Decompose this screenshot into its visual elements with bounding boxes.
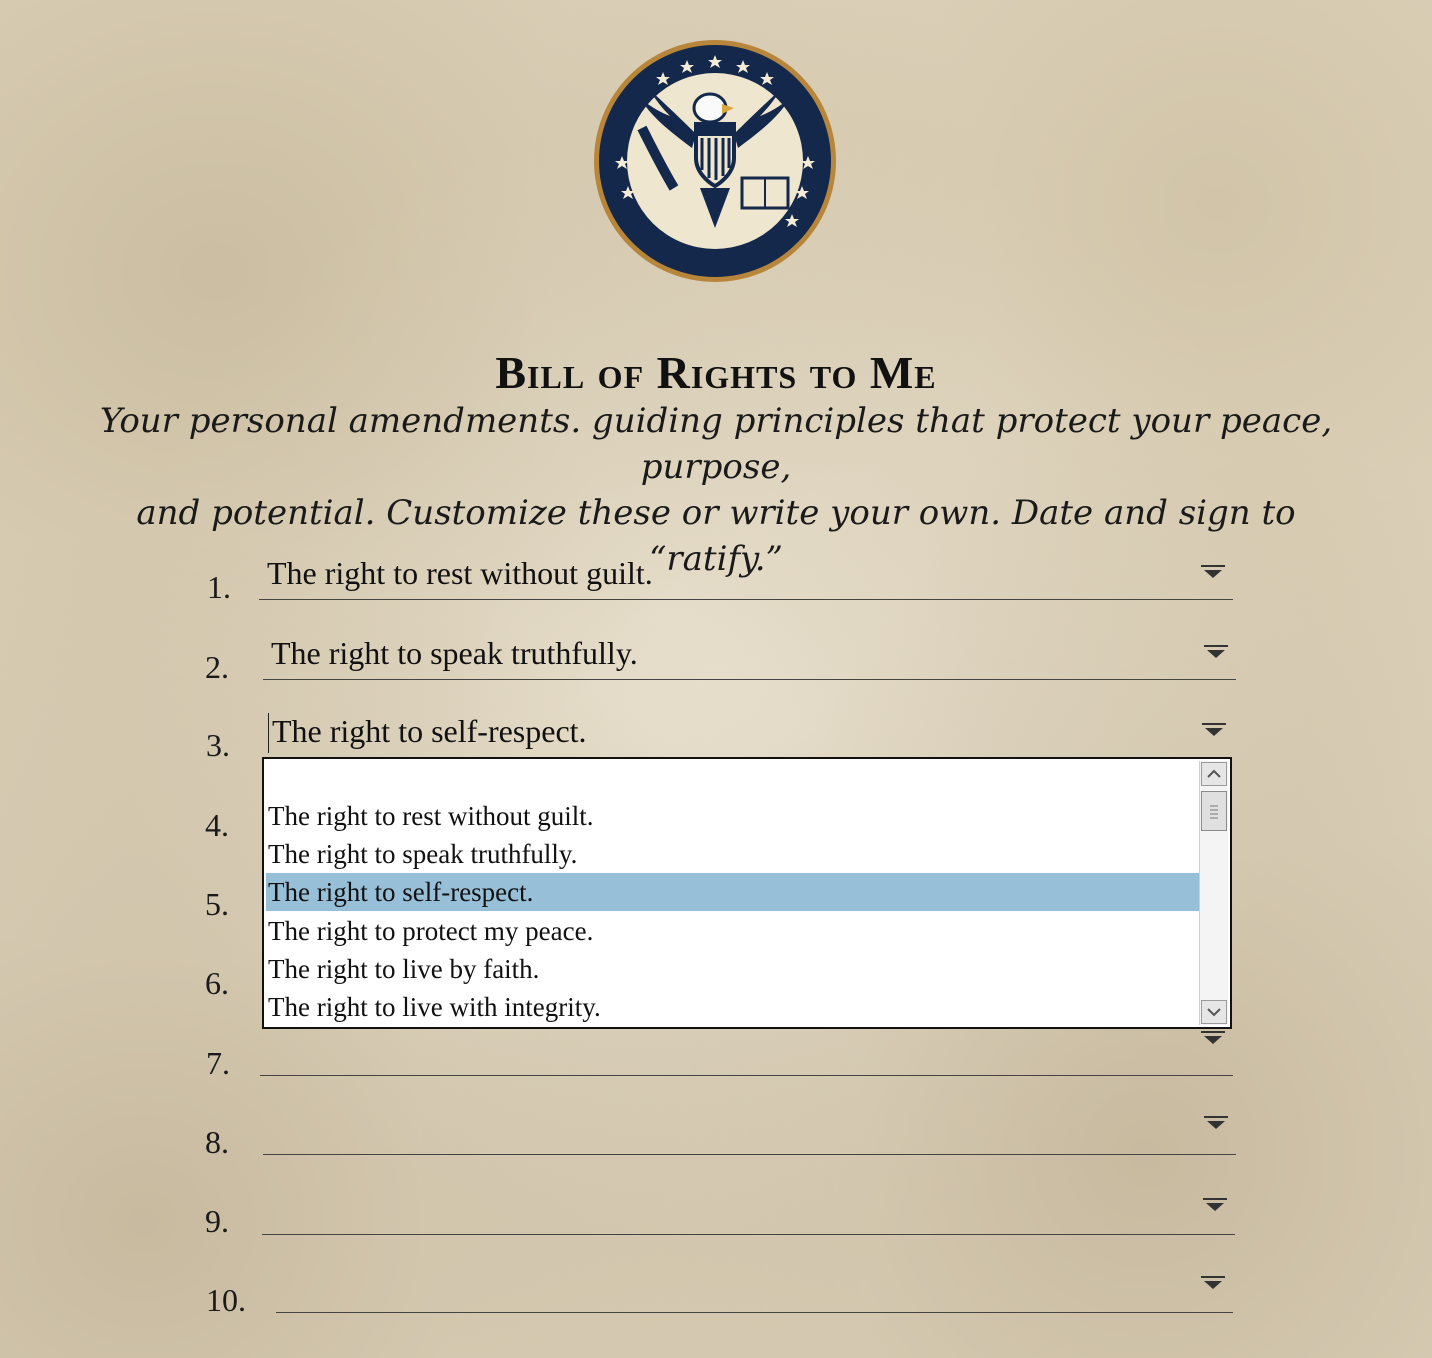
right-row-7	[0, 1031, 1432, 1091]
grip-icon	[1202, 792, 1226, 830]
eagle-seal-emblem	[592, 38, 838, 284]
right-row-2	[0, 635, 1432, 695]
right-number: 8.	[205, 1124, 229, 1160]
subtitle-line-2: and potential. Customize these or write your own. Date and sign to “ratify.”	[136, 493, 1296, 579]
right-dropdown-3[interactable]	[260, 713, 1234, 757]
right-dropdown-8[interactable]	[263, 1110, 1236, 1155]
scroll-up-button[interactable]	[1201, 762, 1227, 786]
dropdown-option-blank[interactable]	[266, 761, 1204, 799]
right-dropdown-10[interactable]	[276, 1268, 1233, 1313]
right-number: 2.	[205, 649, 229, 685]
right-number: 7.	[206, 1045, 230, 1081]
text-cursor	[268, 713, 269, 753]
dropdown-arrow-icon[interactable]	[1203, 1198, 1227, 1212]
dropdown-option-selected[interactable]: The right to self-respect.	[266, 873, 1204, 911]
dropdown-list[interactable]	[262, 757, 1232, 1029]
right-row-1	[0, 555, 1432, 615]
right-dropdown-9[interactable]	[262, 1190, 1235, 1235]
right-value: The right to speak truthfully.	[271, 635, 638, 671]
right-value: The right to rest without guilt.	[267, 555, 653, 591]
dropdown-arrow-icon[interactable]	[1201, 1031, 1225, 1045]
dropdown-arrow-icon[interactable]	[1202, 723, 1226, 737]
subtitle-line-1: Your personal amendments. guiding principles that protect your peace, purpose,	[99, 401, 1333, 487]
scroll-down-button[interactable]	[1201, 1000, 1227, 1024]
dropdown-option[interactable]: The right to live by faith.	[268, 954, 540, 984]
right-number: 10.	[206, 1282, 246, 1318]
right-row-9	[0, 1190, 1432, 1250]
dropdown-option[interactable]: The right to protect my peace.	[268, 916, 594, 946]
dropdown-arrow-icon[interactable]	[1201, 1276, 1225, 1290]
scrollbar[interactable]	[1199, 761, 1228, 1025]
right-number: 6.	[205, 965, 229, 1001]
chevron-up-icon	[1202, 763, 1226, 785]
dropdown-arrow-icon[interactable]	[1201, 565, 1225, 579]
dropdown-arrow-icon[interactable]	[1204, 645, 1228, 659]
dropdown-arrow-icon[interactable]	[1204, 1116, 1228, 1130]
dropdown-option[interactable]: The right to rest without guilt.	[268, 801, 594, 831]
right-number: 5.	[205, 886, 229, 922]
right-row-8	[0, 1110, 1432, 1170]
scrollbar-thumb[interactable]	[1201, 791, 1227, 831]
right-number: 9.	[205, 1203, 229, 1239]
right-number: 1.	[207, 569, 231, 605]
right-dropdown-2[interactable]	[263, 635, 1236, 680]
right-number: 4.	[205, 807, 229, 843]
chevron-down-icon	[1202, 1001, 1226, 1023]
right-dropdown-7[interactable]	[260, 1031, 1233, 1076]
right-value: The right to self-respect.	[272, 713, 587, 749]
dropdown-option[interactable]: The right to speak truthfully.	[268, 839, 578, 869]
dropdown-option[interactable]: The right to live with integrity.	[268, 992, 601, 1022]
right-row-10	[0, 1268, 1432, 1328]
page-title: Bill of Rights to Me	[495, 347, 937, 398]
right-dropdown-1[interactable]	[259, 555, 1233, 600]
right-number: 3.	[206, 727, 230, 763]
